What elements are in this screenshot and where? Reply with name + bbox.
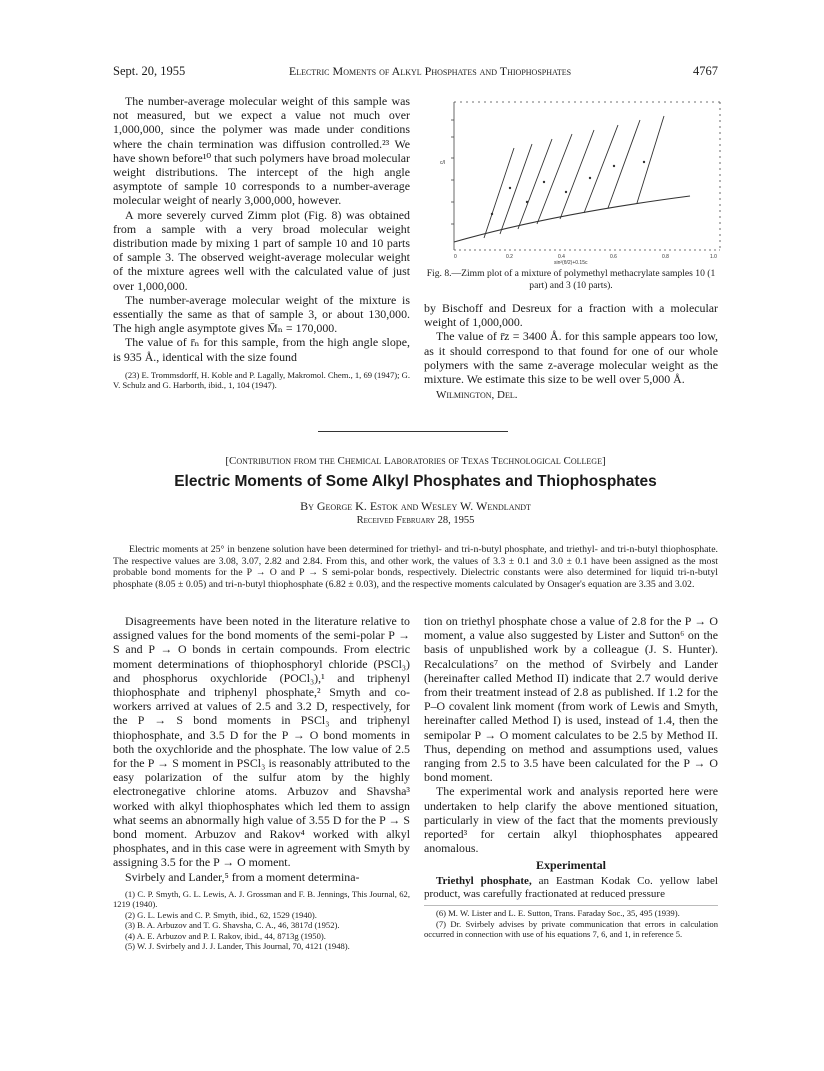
footnote: (6) M. W. Lister and L. E. Sutton, Trans. Faraday Soc., 35, 495 (1939). <box>436 908 680 919</box>
paragraph: The number-average molecular weight of this sample was not measured, but we expect a value not much over 1,000,000, since the polymer was made under conditions where the chain termination was diffusion controlled.²³ We have shown before¹⁰ that such polymers have broad molecular weight distributions. The intercept of the high angle asymptote of sample 10 corresponds to a number-average molecular weight of nearly 3,000,000, however. <box>113 94 410 208</box>
location: Wilmington, Del. <box>436 389 518 402</box>
paragraph <box>424 875 718 901</box>
footnote: (23) E. Trommsdorff, H. Koble and P. Lagally, Makromol. Chem., 1, 69 (1947); G. V. Schulz and G. Harborth, ibid., 1, 104 (1947). <box>113 369 411 391</box>
paragraph: Disagreements have been noted in the literature relative to assigned values for the bond moments of the semi-polar P → S and P → O bonds in certain compounds. From electric moment determinations of thiophosphoryl chloride (PSCl₃) and phosphorus oxychloride (POCl₃),¹ and triphenyl thiophosphate and triphenyl phosphate,² Smyth and co-workers arrived at values of 2.5 and 3.2 D, respectively, for the P → S bond moments in PSCl₃ and triphenyl thiophosphate, and 3.5 D for the P → O bond moments in both the oxychloride and the phosphate. The low value of 2.5 for the P → S moment in PSCl₃ is reasonably attributed to the easy polarization of the sulfur atom by the highly electronegative chlorine atoms. Arbuzov and Shavsha³ worked with alkyl thiophosphates which led them to assign what seems an abnormally high value of 3.55 D for the P → S bond moment. Arbuzov and Rakov⁴ worked with alkyl phosphates, and in this case were in agreement with Smyth by assigning 3.5 for the P → O moment. <box>113 614 410 870</box>
section-divider <box>318 431 508 432</box>
x-tick-label: 0.4 <box>558 254 565 260</box>
x-axis-label: sin²(θ/2)+0.15c <box>554 260 588 266</box>
paragraph: by Bischoff and Desreux for a fraction with a molecular weight of 1,000,000. <box>424 301 718 330</box>
body-right-column <box>424 614 718 940</box>
body-left-column <box>113 614 410 952</box>
paragraph: A more severely curved Zimm plot (Fig. 8) was obtained from a sample with a very broad molecular weight distribution made by mixing 1 part of sample 10 and 10 parts of sample 3. The observed weight-average molecular weight of the mixture agrees well with the calculated value of just over 1,000,000. <box>113 207 410 293</box>
top-right-column <box>424 301 718 402</box>
figure-8 <box>432 92 722 267</box>
footnote: (3) B. A. Arbuzov and T. G. Shavsha, C. A., 46, 3817d (1952). <box>125 920 340 931</box>
paragraph: Svirbely and Lander,⁵ from a moment determina- <box>125 869 360 884</box>
abstract: Electric moments at 25° in benzene solution have been determined for triethyl- and tri-n-butyl phosphate, and triethyl- and tri-n-butyl thiophosphate. The respective values are 3.08, 3.07, 2.82 and 2.84. From this, and other work, the values of 3.3 ± 0.1 and 3.0 ± 0.1 have been assigned as the most probable bond moments for the P → O and P → S semi-polar bonds, respectively. Dielectric constants were also determined for liquid tri-n-butyl phosphate (8.05 ± 0.05) and tri-n-butyl thiophosphate (6.82 ± 0.03), and the respective moments calculated by Onsager's equation are 3.35 and 3.02. <box>113 544 718 590</box>
x-tick-label: 0 <box>454 254 457 260</box>
contribution-line: [Contribution from the Chemical Laboratories of Texas Technological College] <box>225 455 606 467</box>
y-axis-label: c/I <box>440 160 446 166</box>
paragraph: The experimental work and analysis reported here were undertaken to help clarify the above mentioned situation, particularly in view of the fact that the moments previously reported³ for certain alkyl thiophosphates appeared anomalous. <box>424 784 718 856</box>
x-tick-label: 0.6 <box>610 254 617 260</box>
x-tick-label: 1.0 <box>710 254 717 260</box>
top-left-column <box>113 94 410 391</box>
section-heading: Experimental <box>536 858 606 873</box>
page-number: 4767 <box>693 64 718 78</box>
paragraph: tion on triethyl phosphate chose a value of 2.8 for the P → O moment, a value also suggested by Lister and Sutton⁶ on the basis of unpublished work by a colleague (J. S. Hunter). Recalculations⁷ on the method of Svirbely and Lander (hereinafter called Method II) indicate that 2.7 would derive from their treatment instead of 2.8 as published. If 1.2 for the P–O covalent link moment (from work of Lewis and Smyth, hereinafter called Method I) is used, instead of 1.4, then the semipolar P → O moment calculates to be 2.5 by Method II. Thus, depending on method and assumptions used, values ranging from 2.5 to 3.5 have been calculated for the P → O bond moment. <box>424 614 718 785</box>
experimental-text: an Eastman Kodak Co. yellow label product, was carefully fractionated at reduced pressure <box>424 875 718 901</box>
zimm-plot <box>432 92 722 267</box>
article-title: Electric Moments of Some Alkyl Phosphates and Thiophosphates <box>174 473 657 490</box>
paragraph: The value of r̄ₙ for this sample, from the high angle slope, is 935 Å., identical with the size found <box>113 335 410 364</box>
received-date: Received February 28, 1955 <box>356 515 475 526</box>
paragraph: The value of r̄z = 3400 Å. for this sample appears too low, as it should correspond to that found for one of our whole polymers with the same z-average molecular weight as the mixture. We estimate this size to be well over 5,000 Å. <box>424 329 718 387</box>
paragraph: The number-average molecular weight of the mixture is essentially the same as that of sample 3, or about 130,000. The high angle asymptote gives M̄ₙ = 170,000. <box>113 292 410 336</box>
footnote: (1) C. P. Smyth, G. L. Lewis, A. J. Grossman and F. B. Jennings, This Journal, 62, 1219 (1940). <box>113 888 410 910</box>
running-title: Electric Moments of Alkyl Phosphates and Thiophosphates <box>288 64 572 78</box>
footnote: (4) A. E. Arbuzov and P. I. Rakov, ibid., 44, 8713g (1950). <box>125 930 326 941</box>
footnote: (7) Dr. Svirbely advises by private communication that errors in calculation occurred in connection with use of his equations 7, 6, and 1, in reference 5. <box>424 918 718 940</box>
compound-name: Triethyl phosphate, <box>436 875 532 888</box>
header-date: Sept. 20, 1955 <box>113 64 186 78</box>
footnote: (2) G. L. Lewis and C. P. Smyth, ibid., 62, 1529 (1940). <box>125 909 317 920</box>
figure-caption: Fig. 8.—Zimm plot of a mixture of polymethyl methacrylate samples 10 (1 part) and 3 (10 parts). <box>426 268 716 291</box>
footnote: (5) W. J. Svirbely and J. J. Lander, This Journal, 70, 4121 (1948). <box>125 941 350 952</box>
authors: By George K. Estok and Wesley W. Wendlandt <box>300 499 531 513</box>
x-tick-label: 0.2 <box>506 254 513 260</box>
x-tick-label: 0.8 <box>662 254 669 260</box>
